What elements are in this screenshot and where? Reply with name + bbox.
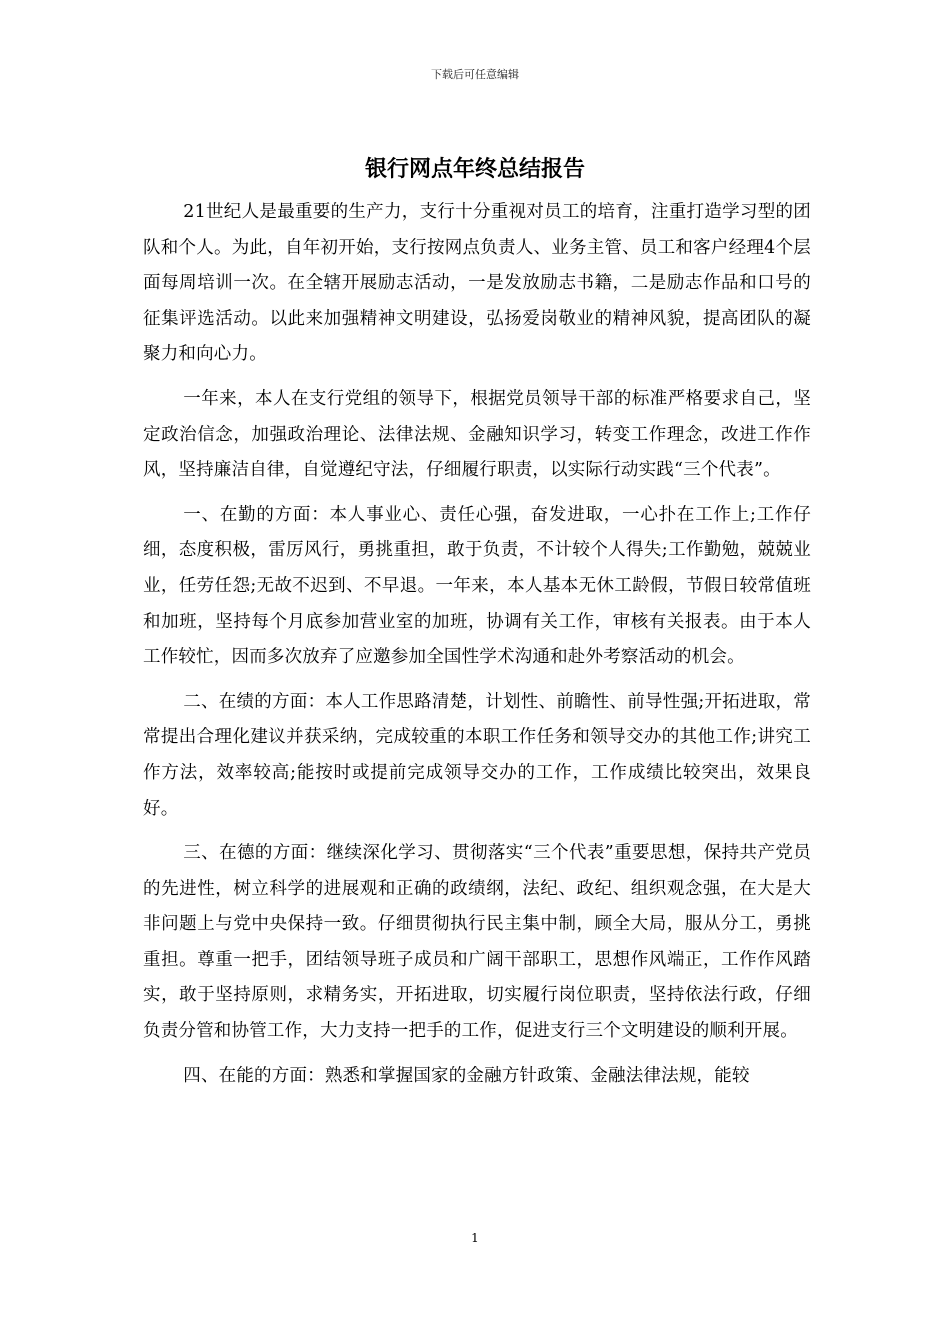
paragraph-diligence: 一、在勤的方面：本人事业心、责任心强，奋发进取，一心扑在工作上;工作仔细，态度积极，雷厉风行，勇挑重担，敢于负责，不计较个人得失;工作勤勉，兢兢业业，任劳任怨;无故不迟到、不早退。一年来，本人基本无休工龄假，节假日较常值班和加班，坚持每个月底参加营业室的加班，协调有关工作，审核有关报表。由于本人工作较忙，因而多次放弃了应邀参加全国性学术沟通和赴外考察活动的机会。 <box>143 504 811 668</box>
paragraph-ability: 四、在能的方面：熟悉和掌握国家的金融方针政策、金融法律法规，能较 <box>183 1065 750 1086</box>
document-title: 银行网点年终总结报告 <box>364 157 585 182</box>
paragraph-morality: 三、在德的方面：继续深化学习、贯彻落实“三个代表”重要思想，保持共产党员的先进性，树立科学的进展观和正确的政绩纲，法纪、政纪、组织观念强，在大是大非问题上与党中央保持一致。仔细贯彻执行民主集中制，顾全大局，服从分工，勇挑重担。尊重一把手，团结领导班子成员和广阔干部职工，思想作风端正，工作作风踏实，敢于坚持原则，求精务实，开拓进取，切实履行岗位职责，坚持依法行政，仔细负责分管和协管工作，大力支持一把手的工作，促进支行三个文明建设的顺利开展。 <box>143 843 811 1042</box>
paragraph-performance: 二、在绩的方面：本人工作思路清楚，计划性、前瞻性、前导性强;开拓进取，常常提出合理化建议并获采纳，完成较重的本职工作任务和领导交办的其他工作;讲究工作方法，效率较高;能按时或提前完成领导交办的工作，工作成绩比较突出，效果良好。 <box>143 691 811 819</box>
paragraph-training: 21世纪人是最重要的生产力，支行十分重视对员工的培育，注重打造学习型的团队和个人。为此，自年初开始，支行按网点负责人、业务主管、员工和客户经理4个层面每周培训一次。在全辖开展励志活动，一是发放励志书籍，二是励志作品和口号的征集评选活动。以此来加强精神文明建设，弘扬爱岗敬业的精神风貌，提高团队的凝聚力和向心力。 <box>143 202 811 365</box>
document-body <box>143 195 811 1103</box>
header-note: 下载后可任意编辑 <box>431 68 519 81</box>
page-number: 1 <box>471 1231 479 1245</box>
paragraph-overview: 一年来，本人在支行党组的领导下，根据党员领导干部的标准严格要求自己，坚定政治信念，加强政治理论、法律法规、金融知识学习，转变工作理念，改进工作作风，坚持廉洁自律，自觉遵纪守法，仔细履行职责，以实际行动实践“三个代表”。 <box>143 388 811 481</box>
